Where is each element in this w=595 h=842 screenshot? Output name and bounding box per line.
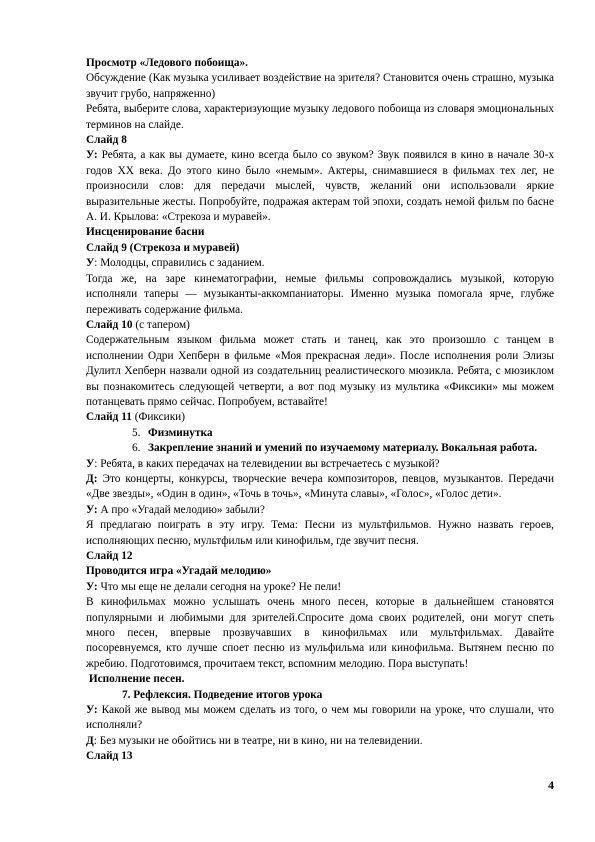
heading-game: Проводится игра «Угадай мелодию»	[86, 565, 272, 578]
paragraph-text: А про «Угадай мелодию» забыли?	[97, 503, 265, 516]
heading-fable: Инсценирование басни	[86, 226, 205, 239]
slide-label: Слайд 10	[86, 318, 133, 331]
speaker-label: У:	[86, 503, 98, 516]
paragraph-children	[86, 734, 554, 749]
paragraph-text: Какой же вывод мы можем сделать из того, о чем мы говорили на уроке, что слушали, что исполняли?	[86, 704, 554, 732]
paragraph-text: : Молодцы, справились с заданием.	[94, 257, 265, 270]
heading-reflection: 7. Рефлексия. Подведение итогов урока	[122, 688, 323, 701]
heading-slide-9: Слайд 9 (Стрекоза и муравей)	[86, 241, 240, 254]
speaker-label: У	[86, 457, 95, 470]
paragraph-teacher	[86, 148, 554, 225]
page-content	[86, 56, 554, 765]
slide-note: (Фиксики)	[131, 411, 185, 424]
paragraph-text: Это концерты, конкурсы, творческие вечера композиторов, певцов, музыкантов. Передачи «Две звезды», «Один в один», «Точь в точь», «Минута славы», «Голос», «Голос дети».	[86, 472, 554, 501]
paragraph-teacher	[86, 580, 554, 595]
heading-ice-battle: Просмотр «Ледового побоища».	[86, 57, 248, 69]
heading-slide-8: Слайд 8	[86, 134, 127, 147]
paragraph-children	[86, 472, 554, 503]
paragraph-teacher	[86, 703, 554, 734]
paragraph-teacher	[86, 503, 554, 518]
paragraph-text: Что мы еще не делали сегодня на уроке? Не пели!	[97, 580, 342, 593]
list-item	[86, 426, 554, 441]
speaker-label: У:	[86, 580, 98, 593]
speaker-label: У:	[86, 704, 98, 717]
heading-slide-13: Слайд 13	[86, 750, 133, 763]
paragraph-teacher	[86, 457, 554, 472]
paragraph: Обсуждение (Как музыка усиливает воздействие на зрителя? Становится очень страшно, музыка звучит грубо, напряженно)	[86, 72, 554, 100]
paragraph-text: Ребята, а как вы думаете, кино всегда было со звуком? Звук появился в кино в начале 30-х годов XX века. До этого кино было «немым». Актеры, снимавшиеся в фильмах тех лег, не произносили слов: для передачи мыслей, чувств, желаний они использовали яркие выразительные жесты. Попробуйте, подражая актерам той эпохи, создать немой фильм по басне А. И. Крылова: «Стрекоза и муравей».	[86, 149, 554, 224]
page-number: 4	[548, 778, 554, 792]
paragraph-text: : Ребята, в каких передачах на телевидении вы встречаетесь с музыкой?	[94, 457, 440, 470]
slide-label: Слайд 11	[86, 411, 132, 424]
slide-note: (с тапером)	[132, 318, 190, 331]
heading-slide-10	[86, 318, 554, 333]
paragraph: Ребята, выберите слова, характеризующие музыку ледового побоища из словаря эмоциональных терминов на слайде.	[86, 103, 554, 131]
paragraph: Тогда же, на заре кинематографии, немые фильмы сопровождались музыкой, которую исполняли таперы — музыканты-аккомпаниаторы. Именно музыка помогала ярче, глубже переживать содержание фильма.	[86, 272, 554, 316]
speaker-label: У	[86, 257, 95, 270]
paragraph-text: : Без музыки не обойтись ни в театре, ни в кино, ни на телевидении.	[93, 734, 423, 747]
list-number: 5.	[132, 426, 141, 439]
list-item-text: Закрепление знаний и умений по изучаемому материалу. Вокальная работа.	[148, 442, 538, 455]
paragraph: Содержательным языком фильма может стать и танец, как это произошло с танцем в исполнении Одри Хепберн в фильме «Моя прекрасная леди». После исполнения роли Элизы Дулитл Хепберн назвали одной из создательниц реалистического мюзикла. Ребята, с мюзиклом вы познакомитесь следующей четверти, а вот под музыку из мультика «Фиксики» мы можем потанцевать прямо сейчас. Попробуем, вставайте!	[86, 334, 554, 408]
speaker-label: У:	[86, 149, 98, 162]
paragraph-teacher	[86, 256, 554, 271]
heading-slide-12: Слайд 12	[86, 550, 133, 562]
heading-slide-11	[86, 410, 554, 425]
speaker-label: Д:	[86, 472, 98, 485]
list-item	[86, 441, 554, 456]
list-number: 6.	[132, 442, 141, 455]
speaker-label: Д	[86, 734, 94, 747]
paragraph: В кинофильмах можно услышать очень много песен, которые в дальнейшем становятся популярными и любимыми для зрителей.Спросите дома своих родителей, они могут спеть много песен, впервые прозвучавших в кинофильмах или мультфильмах. Давайте посоревнуемся, кто лучше споет песню из мульфильма или кинофильма. Вытянем песню по жребию. Подготовимся, прочитаем текст, вспомним мелодию. Пора выступать!	[86, 596, 554, 670]
paragraph: Я предлагаю поиграть в эту игру. Тема: Песни из мультфильмов. Нужно назвать героев, исполняющих песню, мультфильм или кинофильм, где звучит песня.	[86, 519, 554, 547]
heading-songs: Исполнение песен.	[86, 673, 185, 686]
list-item-text: Физминутка	[148, 426, 213, 439]
